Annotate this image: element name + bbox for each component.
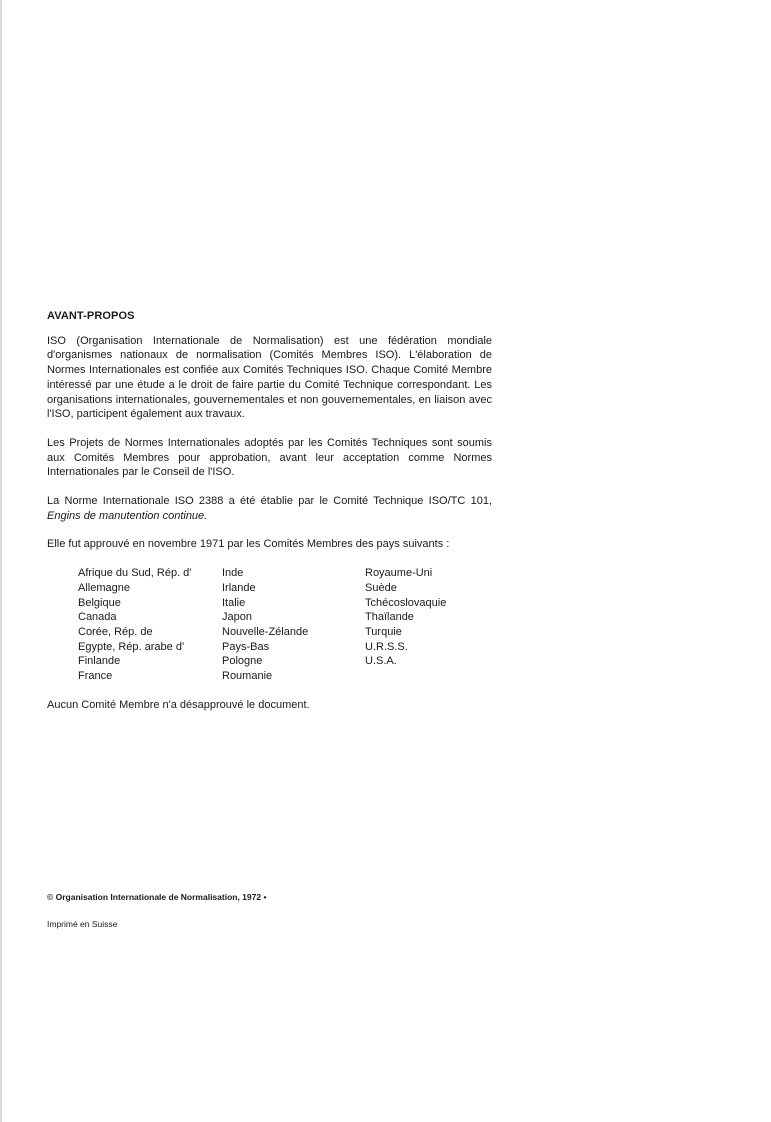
printed-in-notice: Imprimé en Suisse <box>47 919 118 929</box>
country-item: France <box>78 670 113 683</box>
country-item: Suède <box>365 581 397 594</box>
section-heading: AVANT-PROPOS <box>47 310 135 322</box>
country-item: Allemagne <box>78 581 130 594</box>
country-item: U.R.S.S. <box>365 640 408 653</box>
country-item: Royaume-Uni <box>365 567 433 580</box>
paragraph-approval: Elle fut approuvé en novembre 1971 par les Comités Membres des pays suivants : <box>47 538 450 551</box>
country-item: Egypte, Rép. arabe d' <box>78 640 185 653</box>
page-edge <box>0 0 2 1122</box>
paragraph-standard-reference <box>47 494 492 523</box>
country-item: Irlande <box>222 581 256 594</box>
country-item: Pays-Bas <box>222 640 270 653</box>
committee-title: Engins de manutention continue. <box>47 509 208 522</box>
country-item: Turquie <box>365 625 402 638</box>
country-item: Belgique <box>78 596 121 609</box>
foreword-section <box>47 309 492 726</box>
country-item: Pologne <box>222 655 263 668</box>
standard-reference-text: La Norme Internationale ISO 2388 a été établie par le Comité Technique ISO/TC 101, <box>47 495 492 508</box>
country-item: Italie <box>222 596 246 609</box>
paragraph-iso-intro: ISO (Organisation Internationale de Normalisation) est une fédération mondiale d'organismes nationaux de normalisation (Comités Membres ISO). L'élaboration de Normes Internationales est confiée aux Comités Techniques ISO. Chaque Comité Membre intéressé par une étude a le droit de faire partie du Comité Technique correspondant. Les organisations internationales, gouvernementales et non gouvernementales, en liaison avec l'ISO, participent également aux travaux. <box>47 334 492 421</box>
country-item: Japon <box>222 611 252 624</box>
country-item: Inde <box>222 567 244 580</box>
country-column-3 <box>365 566 515 684</box>
copyright-notice: © Organisation Internationale de Normalisation, 1972 • <box>47 892 267 902</box>
country-item: Tchécoslovaquie <box>365 596 447 609</box>
country-item: Corée, Rép. de <box>78 625 153 638</box>
paragraph-no-disapproval: Aucun Comité Membre n'a désapprouvé le document. <box>47 698 310 711</box>
country-list <box>78 566 492 684</box>
country-item: Finlande <box>78 655 121 668</box>
country-item: Thaïlande <box>365 611 414 624</box>
page-footer <box>47 891 266 930</box>
country-item: U.S.A. <box>365 655 397 668</box>
country-item: Canada <box>78 611 117 624</box>
country-column-1 <box>78 566 222 684</box>
paragraph-drafts: Les Projets de Normes Internationales adoptés par les Comités Techniques sont soumis aux Comités Membres pour approbation, avant leur acceptation comme Normes Internationales par le Conseil de l'ISO. <box>47 436 492 479</box>
country-item: Nouvelle-Zélande <box>222 625 309 638</box>
country-column-2 <box>222 566 365 684</box>
country-item: Roumanie <box>222 670 273 683</box>
country-item: Afrique du Sud, Rép. d' <box>78 567 192 580</box>
